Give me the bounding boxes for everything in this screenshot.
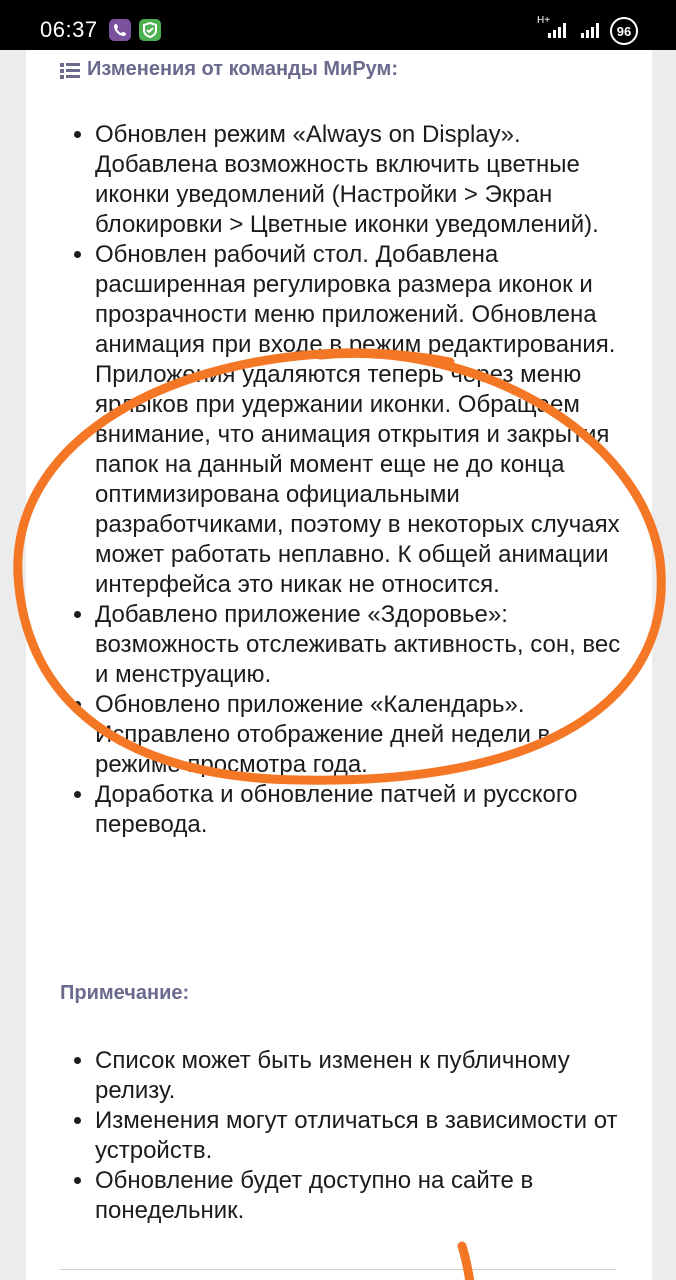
changes-heading-text: Изменения от команды МиРум:: [87, 58, 398, 80]
network-type: H+: [537, 15, 551, 26]
divider: [60, 1269, 616, 1270]
article-card: [26, 50, 652, 1280]
status-bar: [0, 0, 676, 50]
list-item: • Доработка и обновление патчей и русского перевода.: [95, 780, 635, 840]
list-item: • Обновлено приложение «Календарь». Исправлено отображение дней недели в режиме просмотра года.: [95, 690, 635, 780]
battery-icon: 96: [610, 17, 638, 45]
list-item: • Добавлено приложение «Здоровье»: возможность отслеживать активность, сон, вес и менструацию.: [95, 600, 635, 690]
signal-icon: [548, 22, 566, 38]
changes-heading: [60, 58, 398, 81]
signal-icon: [581, 22, 599, 38]
list-item: • Список может быть изменен к публичному релизу.: [95, 1046, 635, 1106]
viber-icon: [109, 19, 131, 41]
shield-icon: [139, 19, 161, 41]
list-item: • Обновление будет доступно на сайте в понедельник.: [95, 1166, 635, 1226]
notes-list: [95, 1046, 635, 1226]
list-item: • Обновлен рабочий стол. Добавлена расширенная регулировка размера иконок и прозрачности меню приложений. Обновлена анимация при входе в режим редактирования. Приложения удаляются теперь через меню ярлыков при удержании иконки. Обращаем внимание, что анимация открытия и закрытия папок на данный момент еще не до конца оптимизирована официальными разработчиками, поэтому в некоторых случаях может работать неплавно. К общей анимации интерфейса это никак не относится.: [95, 240, 635, 600]
changes-list: [95, 120, 635, 840]
clock: 06:37: [40, 17, 98, 42]
note-heading: Примечание:: [60, 982, 190, 1004]
list-item: • Обновлен режим «Always on Display». Добавлена возможность включить цветные иконки уведомлений (Настройки > Экран блокировки > Цветные иконки уведомлений).: [95, 120, 635, 240]
list-item: • Изменения могут отличаться в зависимости от устройств.: [95, 1106, 635, 1166]
list-icon: [60, 62, 80, 78]
